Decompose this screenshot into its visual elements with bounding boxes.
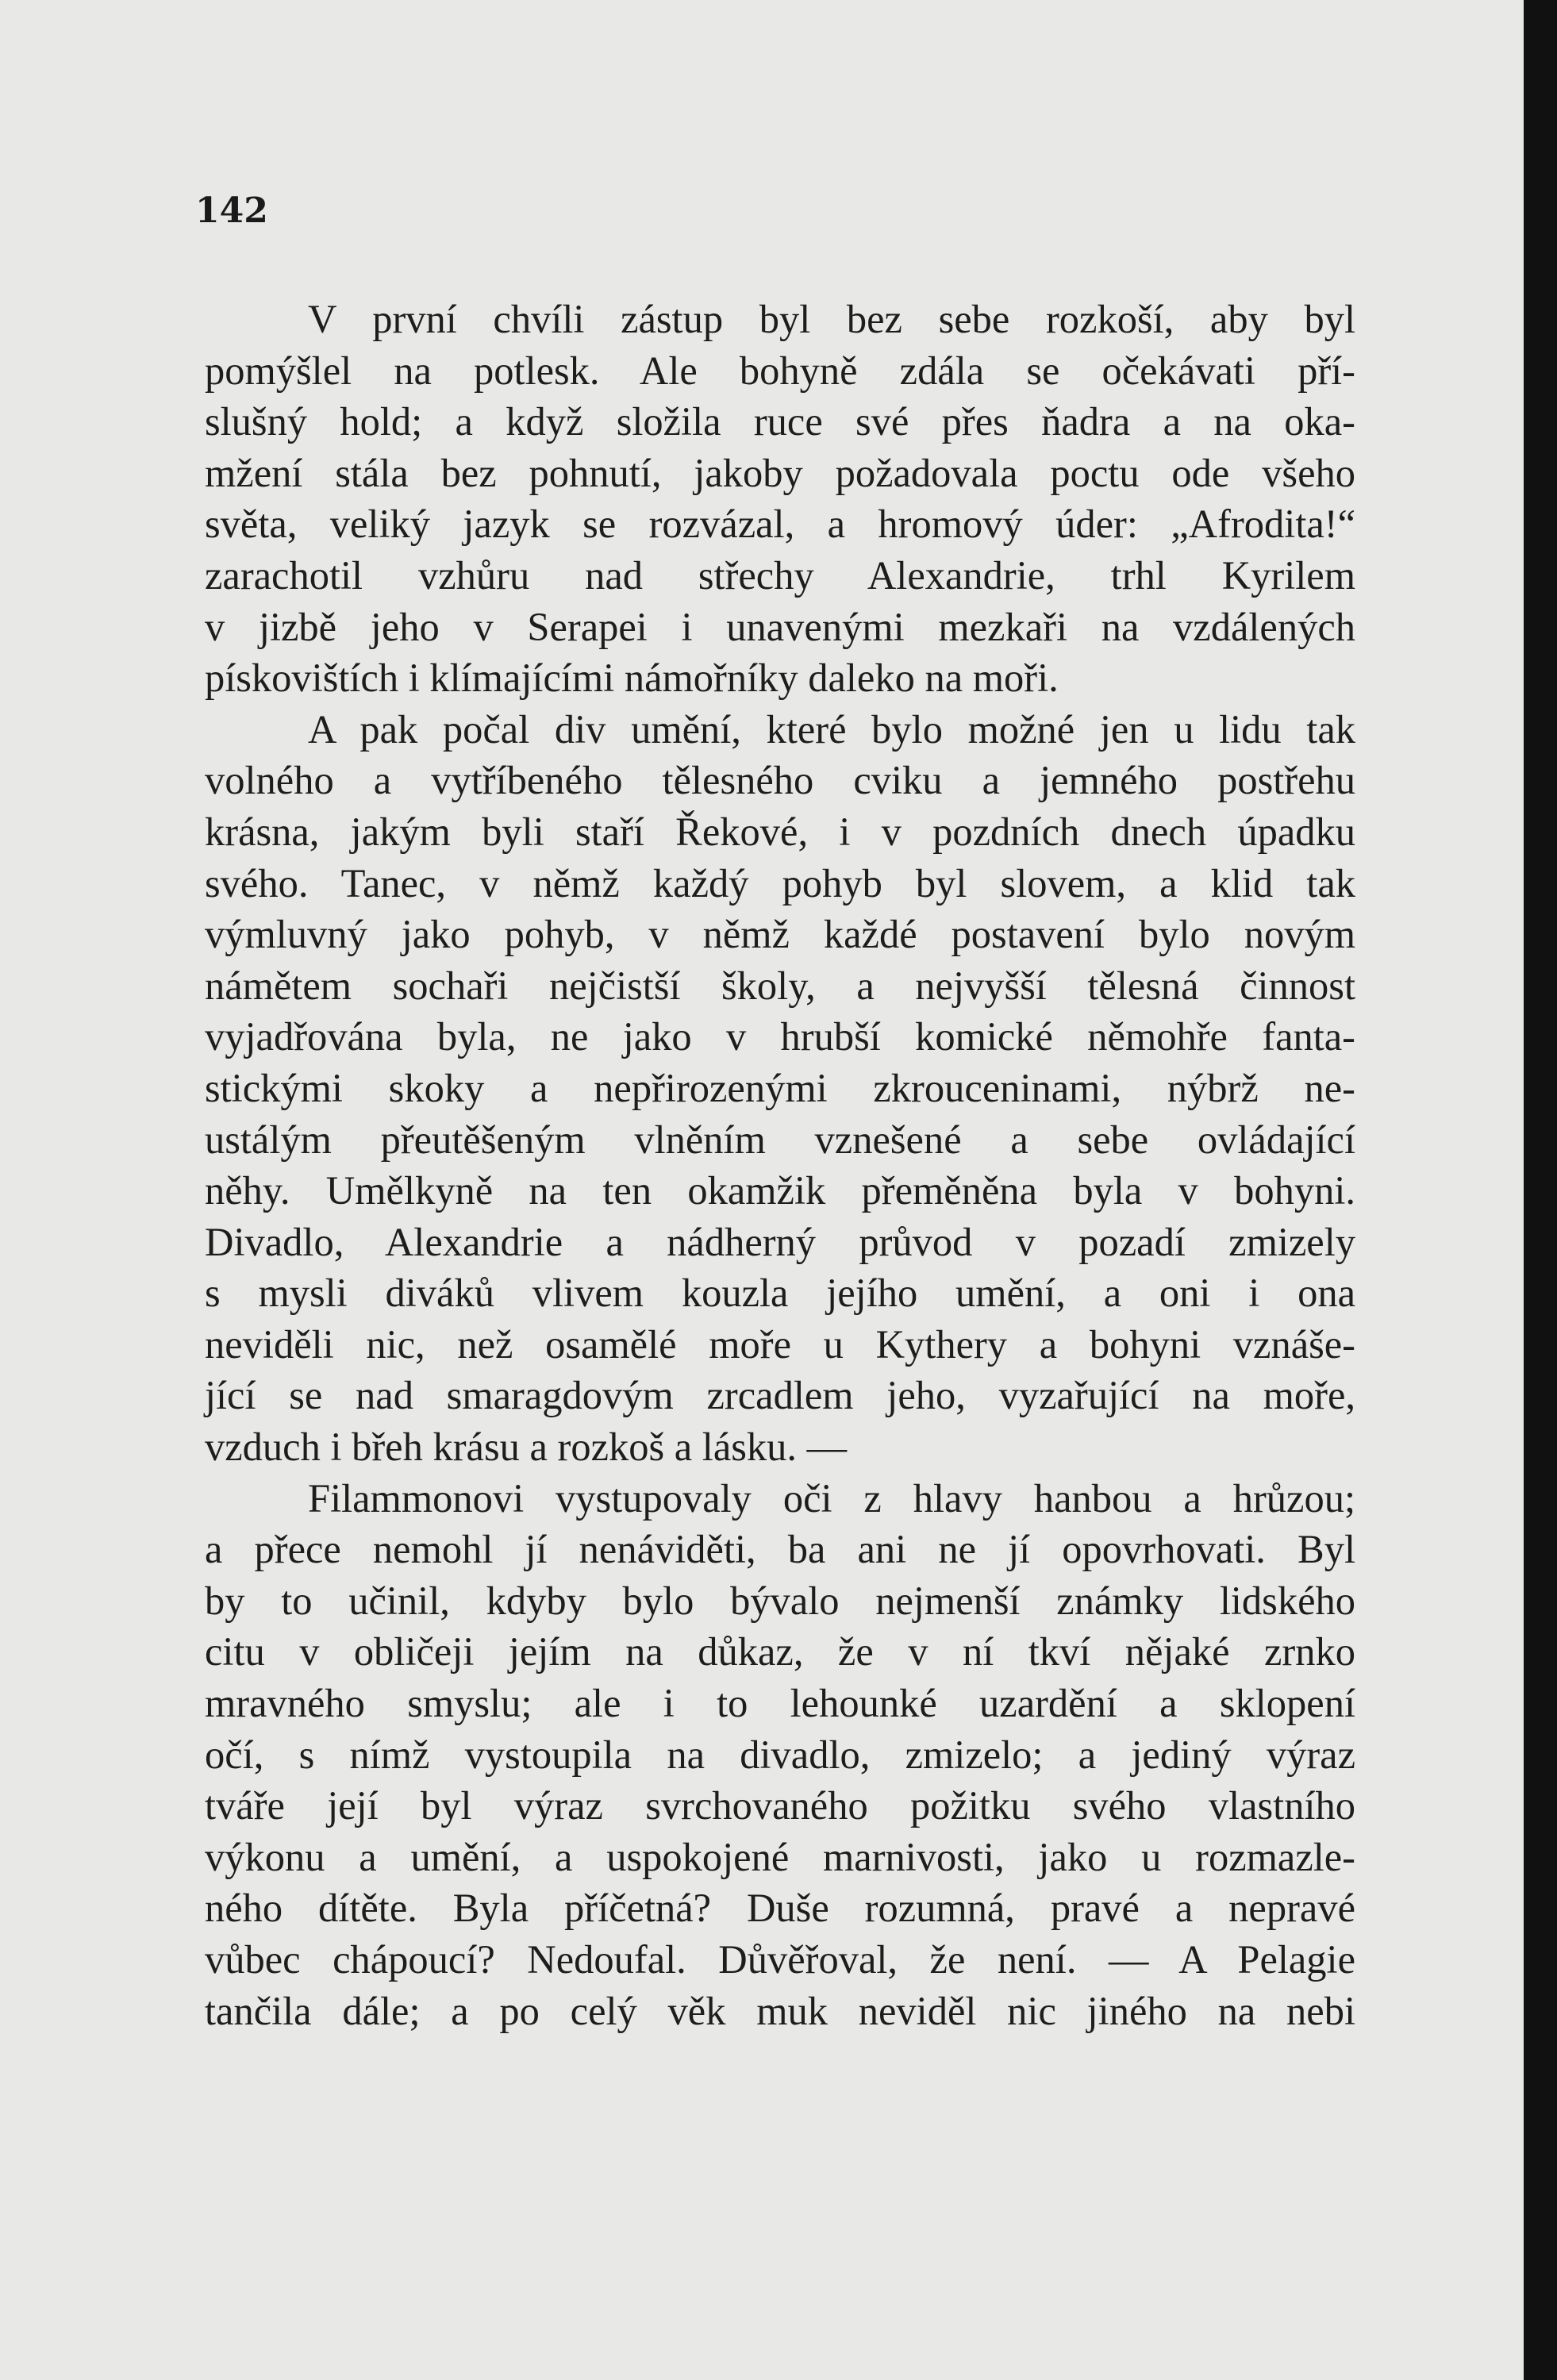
text-line: pomýšlel na potlesk. Ale bohyně zdála se očekávati pří- — [205, 348, 1355, 393]
text-line: tváře její byl výraz svrchovaného požitku svého vlastního — [205, 1783, 1355, 1828]
text-line: s mysli diváků vlivem kouzla jejího umění, a oni i ona — [205, 1271, 1355, 1316]
text-line: by to učinil, kdyby bylo bývalo nejmenší známky lidského — [205, 1578, 1355, 1623]
text-line: A pak počal div umění, které bylo možné jen u lidu tak — [308, 706, 1355, 752]
text-line: volného a vytříbeného tělesného cviku a jemného postřehu — [205, 758, 1355, 803]
text-line: citu v obličeji jejím na důkaz, že v ní tkví nějaké zrnko — [205, 1629, 1355, 1674]
text-line: V první chvíli zástup byl bez sebe rozkoší, aby byl — [308, 297, 1355, 341]
text-line: výkonu a umění, a uspokojené marnivosti, jako u rozmazle- — [205, 1834, 1355, 1879]
text-line: ustálým přeutěšeným vlněním vznešené a sebe ovládající — [205, 1117, 1355, 1162]
text-line: zarachotil vzhůru nad střechy Alexandrie, trhl Kyrilem — [205, 552, 1355, 598]
text-line: Filammonovi vystupovaly oči z hlavy hanbou a hrůzou; — [308, 1475, 1355, 1521]
text-line: slušný hold; a když složila ruce své přes ňadra a na oka- — [205, 399, 1355, 444]
text-line: mžení stála bez pohnutí, jakoby požadovala poctu ode všeho — [205, 450, 1355, 495]
text-line: vyjadřována byla, ne jako v hrubší komické němohře fanta- — [205, 1014, 1355, 1059]
text-line: mravného smyslu; ale i to lehounké uzardění a sklopení — [205, 1681, 1355, 1726]
text-line: stickými skoky a nepřirozenými zkrouceninami, nýbrž ne- — [205, 1065, 1355, 1110]
page-number: 142 — [195, 190, 268, 231]
text-line: tančila dále; a po celý věk muk neviděl nic jiného na nebi — [205, 1988, 1355, 2033]
text-line: vzduch i břeh krásu a rozkoš a lásku. — — [205, 1425, 848, 1470]
text-line: očí, s nímž vystoupila na divadlo, zmizelo; a jediný výraz — [205, 1732, 1355, 1777]
text-line: výmluvný jako pohyb, v němž každé postavení bylo novým — [205, 912, 1355, 957]
text-line: a přece nemohl jí nenáviděti, ba ani ne jí opovrhovati. Byl — [205, 1527, 1355, 1572]
scan-right-edge — [1524, 0, 1557, 2380]
text-line: Divadlo, Alexandrie a nádherný průvod v pozadí zmizely — [205, 1219, 1355, 1264]
text-line: ného dítěte. Byla příčetná? Duše rozumná, pravé a nepravé — [205, 1886, 1355, 1931]
text-line: vůbec chápoucí? Nedoufal. Důvěřoval, že není. — A Pelagie — [205, 1937, 1355, 1982]
text-line: krásna, jakým byli staří Řekové, i v pozdních dnech úpadku — [205, 809, 1355, 854]
text-line: pískovištích i klímajícími námořníky daleko na moři. — [205, 656, 1059, 701]
text-line: neviděli nic, než osamělé moře u Kythery a bohyni vznáše- — [205, 1321, 1355, 1367]
text-line: něhy. Umělkyně na ten okamžik přeměněna byla v bohyni. — [205, 1168, 1355, 1213]
text-line: jící se nad smaragdovým zrcadlem jeho, vyzařující na moře, — [205, 1373, 1355, 1418]
text-line: světa, veliký jazyk se rozvázal, a hromový úder: „Afrodita!“ — [205, 502, 1355, 547]
body-text — [205, 294, 1355, 2036]
text-line: svého. Tanec, v němž každý pohyb byl slovem, a klid tak — [205, 860, 1355, 905]
text-line: v jizbě jeho v Serapei i unavenými mezkaři na vzdálených — [205, 604, 1355, 649]
text-line: námětem sochaři nejčistší školy, a nejvyšší tělesná činnost — [205, 963, 1355, 1008]
